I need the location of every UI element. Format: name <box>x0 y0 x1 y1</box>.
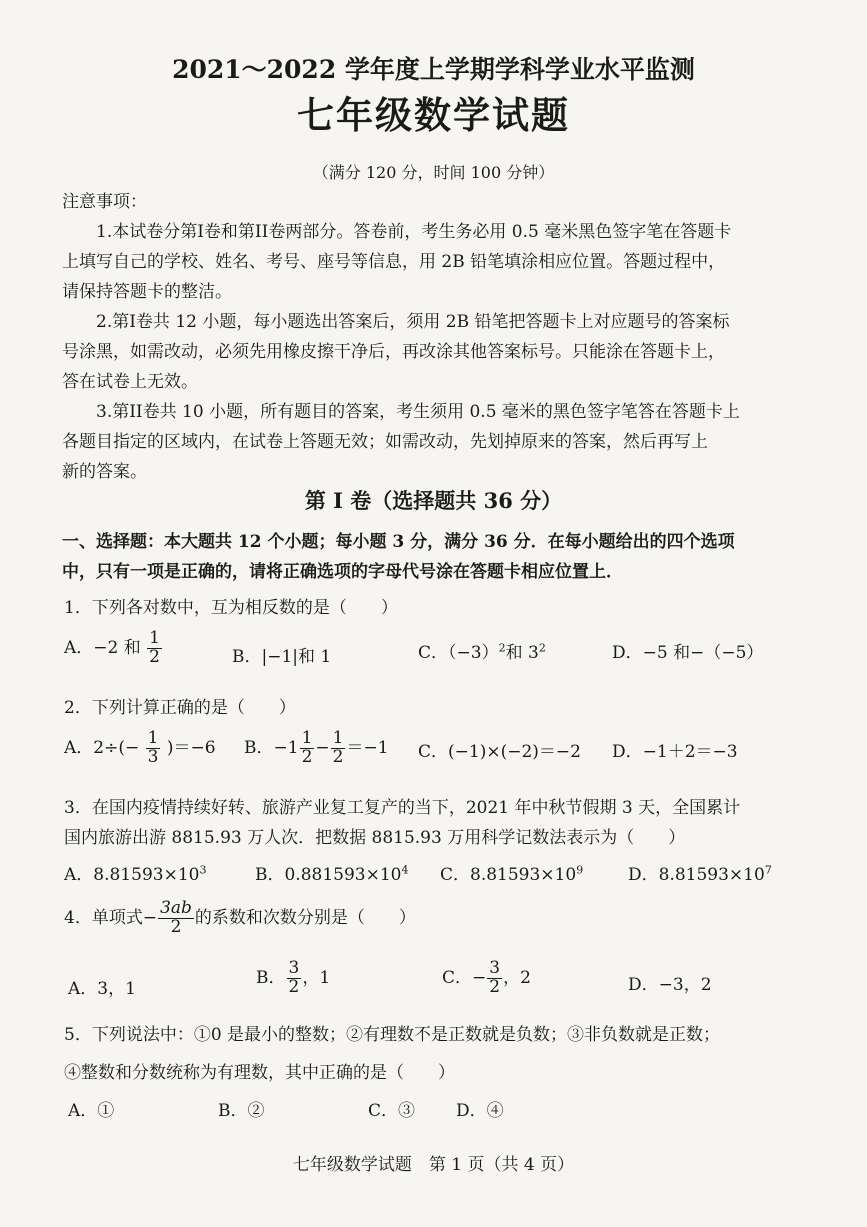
notes-heading: 注意事项： <box>62 192 147 212</box>
numerator: 1 <box>301 728 313 748</box>
exponent: 4 <box>401 863 409 877</box>
fraction <box>331 730 346 767</box>
q2-option-b-text: − <box>315 737 330 758</box>
numerator: 1 <box>332 728 344 748</box>
q4-option-b-text: B． <box>256 967 286 988</box>
q5-stem: 5．下列说法中：①0 是最小的整数；②有理数不是正数就是负数；③非负数就是正数； <box>64 1025 721 1045</box>
exam-title-line1: 2021～2022 学年度上学期学科学业水平监测 <box>172 55 695 84</box>
q4-option-d: D．−3，2 <box>628 975 712 995</box>
q4-stem-text: 的系数和次数分别是（ ） <box>194 907 416 928</box>
fraction <box>287 960 302 997</box>
fraction <box>147 630 162 667</box>
part1-intro: 一、选择题：本大题共 12 个小题；每小题 3 分，满分 36 分．在每小题给出的四个选项 <box>62 532 735 552</box>
q4-option-c-text: ，2 <box>503 967 531 988</box>
q4-stem-text: 4．单项式− <box>64 907 158 928</box>
q3-option-a-text: A．8.81593×10 <box>64 865 200 885</box>
q3-option-a <box>64 860 206 885</box>
notes-line: 2.第I卷共 12 小题，每小题选出答案后，须用 2B 铅笔把答题卡上对应题号的答案标 <box>96 312 730 332</box>
section-title: 第 I 卷（选择题共 36 分） <box>304 488 563 513</box>
q2-option-b-text: B．−1 <box>244 737 299 758</box>
fraction <box>487 960 502 997</box>
numerator: 1 <box>149 628 160 648</box>
q1-option-d: D．−5 和−（−5） <box>612 643 764 663</box>
fraction <box>146 730 161 767</box>
fraction <box>300 730 315 767</box>
exponent: 3 <box>199 863 207 877</box>
q3-stem: 国内旅游出游 8815.93 万人次．把数据 8815.93 万用科学记数法表示为（ ） <box>64 828 686 848</box>
part1-intro: 中，只有一项是正确的，请将正确选项的字母代号涂在答题卡相应位置上． <box>62 562 623 582</box>
q2-option-c: C．(−1)×(−2)＝−2 <box>418 742 581 762</box>
denominator: 3 <box>147 746 159 767</box>
q4-option-b <box>256 960 330 997</box>
q1-stem: 1．下列各对数中，互为相反数的是（ ） <box>64 598 398 618</box>
numerator: 3 <box>288 958 300 978</box>
numerator: 3ab <box>160 898 192 918</box>
page-footer: 七年级数学试题 第 1 页（共 4 页） <box>292 1155 575 1175</box>
q2-option-a-text: )＝−6 <box>166 737 216 758</box>
notes-line: 号涂黑，如需改动，必须先用橡皮擦干净后，再改涂其他答案标号。只能涂在答题卡上， <box>62 342 725 362</box>
denominator: 2 <box>301 746 313 767</box>
q2-option-d: D．−1＋2＝−3 <box>612 742 738 762</box>
denominator: 2 <box>489 976 501 997</box>
q4-option-a: A．3，1 <box>68 979 136 999</box>
q5-option-d: D．④ <box>456 1101 504 1121</box>
q1-option-c <box>418 638 546 663</box>
numerator: 1 <box>147 728 159 748</box>
notes-line: 1.本试卷分第I卷和第II卷两部分。答卷前，考生务必用 0.5 毫米黑色签字笔在答题卡 <box>96 222 732 242</box>
q4-option-c <box>442 960 531 997</box>
q4-option-b-text: ，1 <box>302 967 331 988</box>
q3-option-d <box>628 860 772 885</box>
q3-option-b <box>255 860 408 885</box>
q2-option-b <box>244 730 389 767</box>
q2-option-a-text: A．2÷(− <box>64 737 140 758</box>
q5-option-c: C．③ <box>368 1101 416 1121</box>
exponent: 2 <box>538 641 546 655</box>
q1-option-c-text: C．（−3） <box>418 643 499 663</box>
denominator: 2 <box>149 646 160 667</box>
q2-option-a <box>64 730 216 767</box>
notes-line: 3.第II卷共 10 小题，所有题目的答案，考生须用 0.5 毫米的黑色签字笔答在答题卡上 <box>96 402 740 422</box>
q5-option-a: A．① <box>68 1101 115 1121</box>
exponent: 9 <box>576 863 584 877</box>
q5-option-b: B．② <box>218 1101 265 1121</box>
denominator: 2 <box>332 746 344 767</box>
q2-stem: 2．下列计算正确的是（ ） <box>64 698 296 718</box>
notes-line: 上填写自己的学校、姓名、考号、座号等信息，用 2B 铅笔填涂相应位置。答题过程中， <box>62 252 726 272</box>
notes-line: 请保持答题卡的整洁。 <box>62 282 232 302</box>
q1-option-b: B．|−1|和 1 <box>232 647 332 667</box>
q4-option-c-text: C．− <box>442 967 487 988</box>
notes-line: 新的答案。 <box>62 462 147 482</box>
numerator: 3 <box>489 958 501 978</box>
exponent: 2 <box>498 641 506 655</box>
notes-line: 各题目指定的区域内，在试卷上答题无效；如需改动，先划掉原来的答案，然后再写上 <box>62 432 708 452</box>
denominator: 2 <box>170 916 182 937</box>
q2-option-b-text: ＝−1 <box>346 737 389 758</box>
exponent: 7 <box>764 863 772 877</box>
q4-stem <box>64 900 416 937</box>
q1-option-a <box>64 630 163 667</box>
fraction <box>158 900 194 937</box>
q3-option-b-text: B．0.881593×10 <box>255 865 402 885</box>
q3-option-c-text: C．8.81593×10 <box>440 865 577 885</box>
q3-option-c <box>440 860 583 885</box>
q1-option-a-text: A．−2 和 <box>64 637 141 658</box>
q5-stem: ④整数和分数统称为有理数，其中正确的是（ ） <box>64 1063 455 1083</box>
q1-option-c-text: 和 3 <box>505 643 539 663</box>
q3-option-d-text: D．8.81593×10 <box>628 865 765 885</box>
q3-stem: 3．在国内疫情持续好转、旅游产业复工复产的当下，2021 年中秋节假期 3 天，全国累计 <box>64 798 741 818</box>
notes-line: 答在试卷上无效。 <box>62 372 198 392</box>
denominator: 2 <box>288 976 300 997</box>
exam-title: 七年级数学试题 <box>297 93 570 137</box>
exam-subtitle: （满分 120 分，时间 100 分钟） <box>312 163 555 182</box>
